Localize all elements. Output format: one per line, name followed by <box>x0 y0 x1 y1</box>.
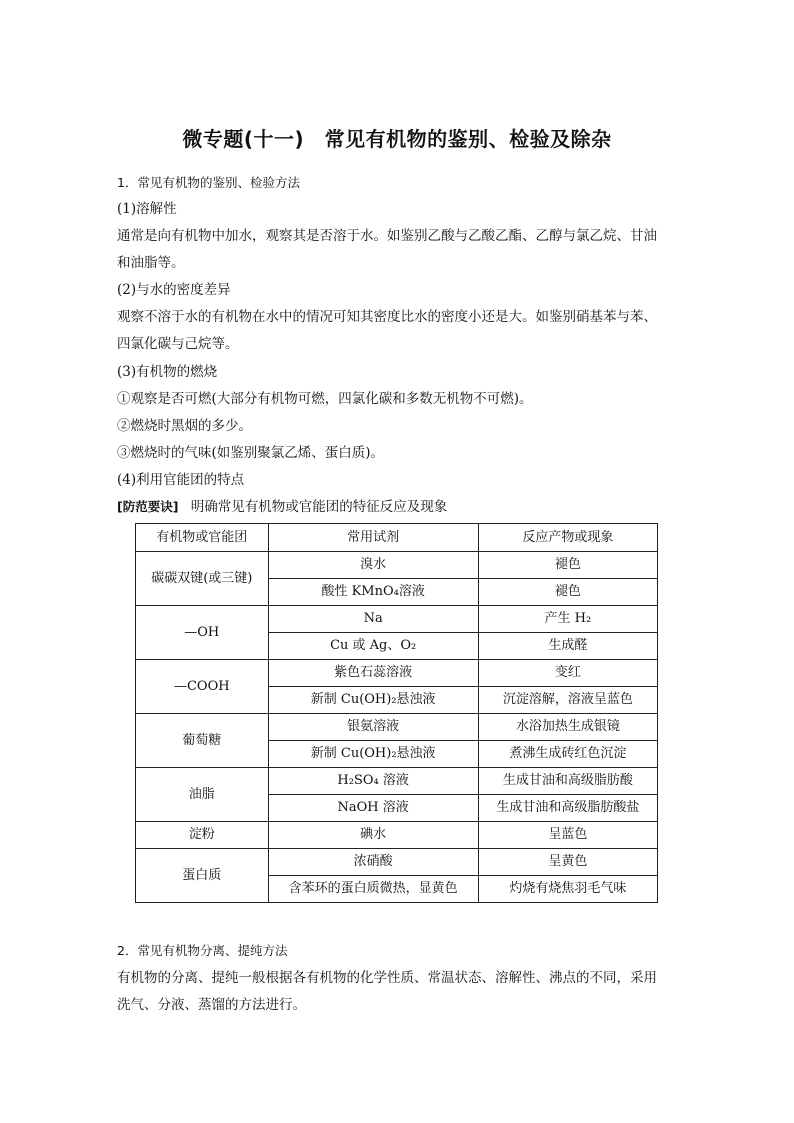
reagent-cell: Na <box>268 606 478 633</box>
reaction-table <box>135 523 658 903</box>
group-name-cell: —COOH <box>136 660 269 714</box>
group-name-cell: 碳碳双键(或三键) <box>136 552 269 606</box>
reagent-cell: NaOH 溶液 <box>268 795 478 822</box>
page-title: 微专题(十一) 常见有机物的鉴别、检验及除杂 <box>182 127 612 151</box>
item1-text-line: 和油脂等。 <box>117 255 185 271</box>
phenomenon-cell: 变红 <box>478 660 657 687</box>
reagent-cell: 新制 Cu(OH)₂悬浊液 <box>268 741 478 768</box>
table-row <box>136 768 658 795</box>
reagent-cell: 浓硝酸 <box>268 849 478 876</box>
reagent-cell: 银氨溶液 <box>268 714 478 741</box>
reagent-cell: 碘水 <box>268 822 478 849</box>
reagent-cell: 含苯环的蛋白质微热，显黄色 <box>268 876 478 903</box>
table-header-cell: 有机物或官能团 <box>136 524 269 552</box>
item1-label: (1)溶解性 <box>117 201 177 217</box>
section2-heading: 2．常见有机物分离、提纯方法 <box>117 943 288 958</box>
reagent-cell: 新制 Cu(OH)₂悬浊液 <box>268 687 478 714</box>
table-row <box>136 660 658 687</box>
table-row <box>136 714 658 741</box>
group-name-cell: 蛋白质 <box>136 849 269 903</box>
phenomenon-cell: 呈蓝色 <box>478 822 657 849</box>
reagent-cell: 紫色石蕊溶液 <box>268 660 478 687</box>
item3-text-line: ②燃烧时黑烟的多少。 <box>117 418 252 434</box>
group-name-cell: 油脂 <box>136 768 269 822</box>
phenomenon-cell: 呈黄色 <box>478 849 657 876</box>
table-row <box>136 552 658 579</box>
phenomenon-cell: 沉淀溶解，溶液呈蓝色 <box>478 687 657 714</box>
phenomenon-cell: 生成甘油和高级脂肪酸 <box>478 768 657 795</box>
group-name-cell: 淀粉 <box>136 822 269 849</box>
reagent-cell: Cu 或 Ag、O₂ <box>268 633 478 660</box>
table-row <box>136 822 658 849</box>
phenomenon-cell: 灼烧有烧焦羽毛气味 <box>478 876 657 903</box>
section2-text-line: 有机物的分离、提纯一般根据各有机物的化学性质、常温状态、溶解性、沸点的不同，采用 <box>117 970 657 986</box>
reagent-cell: 酸性 KMnO₄溶液 <box>268 579 478 606</box>
item2-label: (2)与水的密度差异 <box>117 282 231 298</box>
tip-line <box>117 497 447 517</box>
reagent-cell: 溴水 <box>268 552 478 579</box>
phenomenon-cell: 煮沸生成砖红色沉淀 <box>478 741 657 768</box>
section2-text-line: 洗气、分液、蒸馏的方法进行。 <box>117 997 306 1013</box>
phenomenon-cell: 水浴加热生成银镜 <box>478 714 657 741</box>
phenomenon-cell: 生成甘油和高级脂肪酸盐 <box>478 795 657 822</box>
table-row <box>136 849 658 876</box>
item1-text-line: 通常是向有机物中加水，观察其是否溶于水。如鉴别乙酸与乙酸乙酯、乙醇与氯乙烷、甘油 <box>117 228 657 244</box>
item3-text-line: ③燃烧时的气味(如鉴别聚氯乙烯、蛋白质)。 <box>117 445 385 461</box>
phenomenon-cell: 生成醛 <box>478 633 657 660</box>
table-header-row <box>136 524 658 552</box>
group-name-cell: 葡萄糖 <box>136 714 269 768</box>
item2-text-line: 四氯化碳与己烷等。 <box>117 336 239 352</box>
item3-text-line: ①观察是否可燃(大部分有机物可燃，四氯化碳和多数无机物不可燃)。 <box>117 391 533 407</box>
table-row <box>136 606 658 633</box>
reagent-cell: H₂SO₄ 溶液 <box>268 768 478 795</box>
phenomenon-cell: 褪色 <box>478 552 657 579</box>
tip-tag: [防范要诀] <box>117 499 179 514</box>
phenomenon-cell: 产生 H₂ <box>478 606 657 633</box>
table-header-cell: 常用试剂 <box>268 524 478 552</box>
tip-text: 明确常见有机物或官能团的特征反应及现象 <box>190 499 448 515</box>
table-header-cell: 反应产物或现象 <box>478 524 657 552</box>
group-name-cell: —OH <box>136 606 269 660</box>
item2-text-line: 观察不溶于水的有机物在水中的情况可知其密度比水的密度小还是大。如鉴别硝基苯与苯、 <box>117 309 657 325</box>
item4-label: (4)利用官能团的特点 <box>117 472 245 488</box>
phenomenon-cell: 褪色 <box>478 579 657 606</box>
section1-heading: 1．常见有机物的鉴别、检验方法 <box>117 175 300 190</box>
item3-label: (3)有机物的燃烧 <box>117 364 218 380</box>
